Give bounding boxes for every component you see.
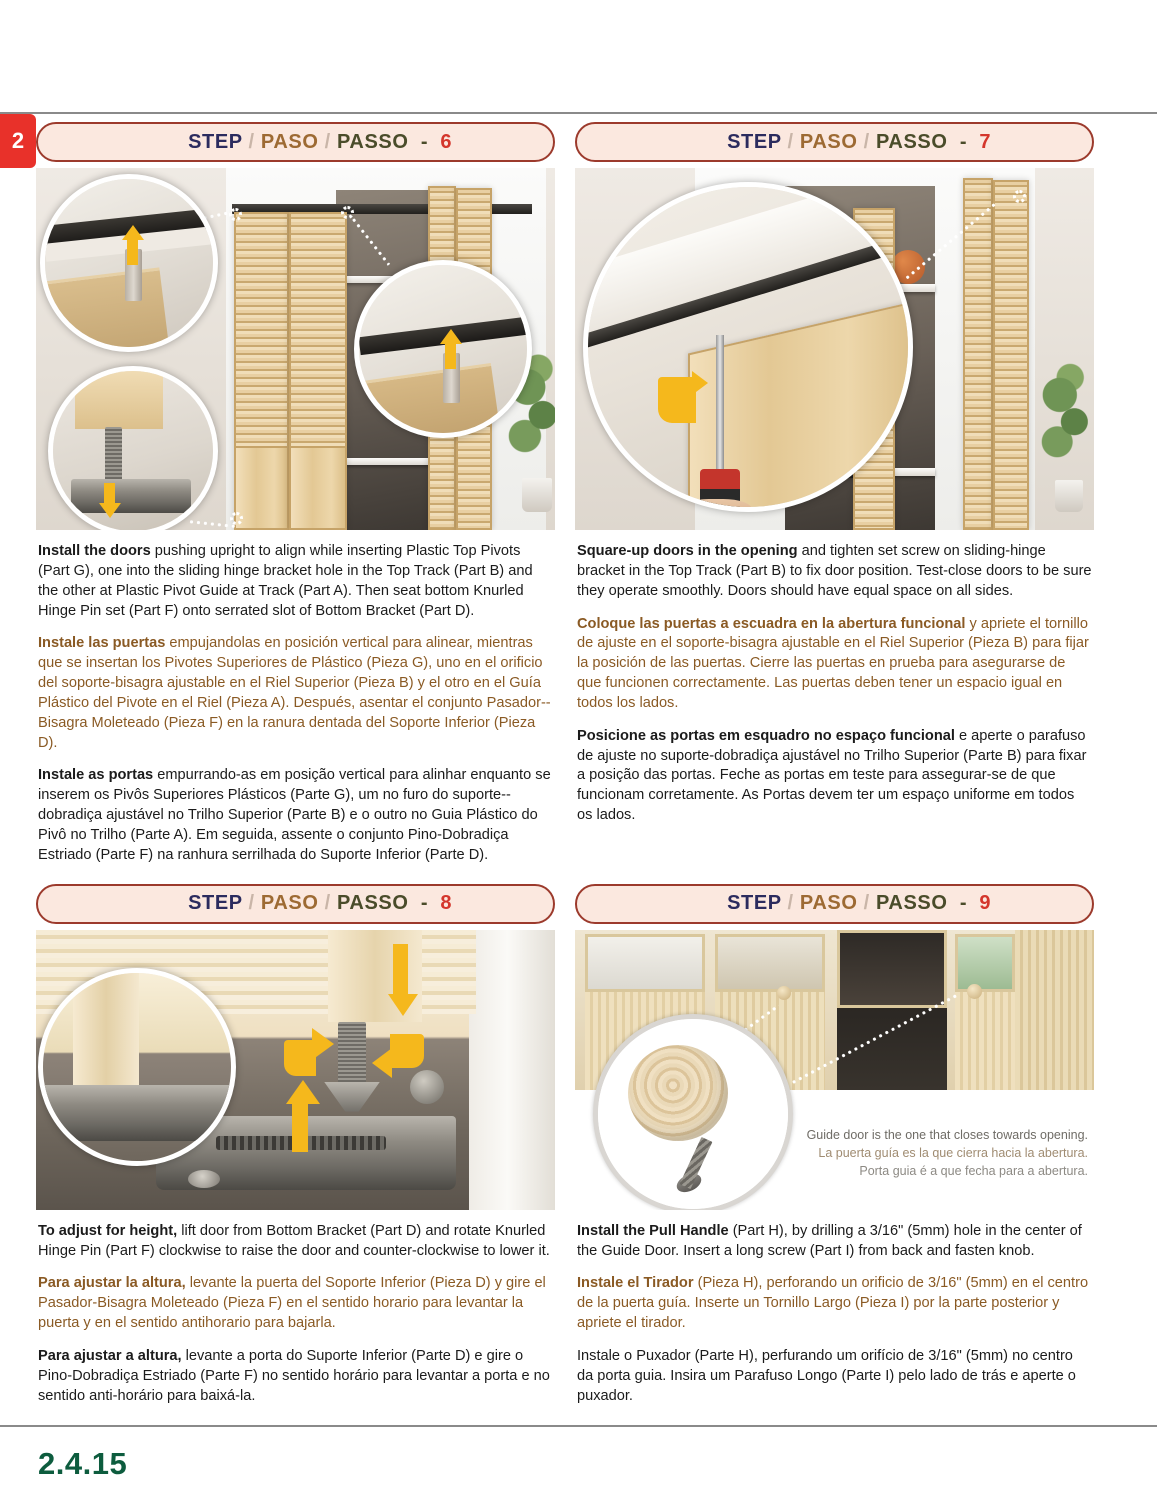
step-header-9 [575,884,1094,924]
leader-node-bottom [230,512,243,525]
step-6-body-pt: empurrando-as em posição vertical para alinhar enquanto se inserem os Pivôs Superiores Plásticos (Parte G), um no furo do suporte--dobradiça ajustável no Trilho Superior (Parte B) e o outro no Guia Plástico do Pivô no Trilho (Parte A). Em seguida, assente o conjunto Pino-Dobradiça Estriado (Parte F) na ranhura serrilhada do Suporte Inferior (Parte D). [38,767,551,863]
step-word-es: PASO [260,892,319,915]
bifold-door-folded-a [963,178,993,530]
callout-pull-handle-parts [593,1014,793,1210]
door-knob-right [967,984,982,999]
step-word-en: STEP [727,130,782,153]
step-word-pt: PASSO [336,130,409,153]
step-6-text-es [38,634,553,753]
arrow-up-lift-door-tail [292,1102,308,1152]
step-9-body-es: (Pieza H), perforando un orificio de 3/16" (5mm) en el centro de la puerta guía. Inserte un Tornillo Largo (Pieza I) por la parte posterior y apriete el tirador. [577,1275,1089,1332]
step-7-text [575,530,1094,826]
step-9-body-en: (Part H), by drilling a 3/16" (5mm) hole in the center of the Guide Door. Insert a long screw (Part I) from back and fasten knob. [577,1222,1082,1259]
step-word-en: STEP [188,892,243,915]
page-bottom-rule [0,1425,1157,1427]
step-word-en: STEP [727,892,782,915]
step-9-lead-es: Instale el Tirador [577,1275,694,1292]
step-dash: - [408,130,441,153]
step-word-es: PASO [799,130,858,153]
step-6-body-en: pushing upright to align while inserting Plastic Top Pivots (Part G), one into the sliding hinge bracket hole in the Top Track (Part B) and the other at Plastic Pivot Guide at Track (Part A). Then seat bottom Knurled Hinge Pin set (Part F) onto serrated slot of Bottom Bracket (Part D). [38,543,533,619]
step-panel-8 [36,884,555,1407]
step-8-text [36,1210,555,1407]
step-6-photo [36,168,555,530]
step-7-body-es: y apriete el tornillo de ajuste en el soporte-bisagra ajustable en el Riel Superior (Pieza B) para fijar la posición de las puertas. Cierre las puertas en prueba para asegurarse de que funcionen correctamente. Las puertas deben tener un espacio igual en todos los lados. [577,615,1089,711]
step-dash: - [947,892,980,915]
step-6-lead-es: Instale las puertas [38,635,166,652]
step-number: 9 [979,892,992,915]
step-sep-1: / [242,892,261,915]
step-sep-1: / [781,130,800,153]
step-7-text-pt [577,727,1092,826]
step-sep-2: / [318,130,337,153]
knurled-hinge-pin [105,427,122,481]
step-8-text-es [38,1274,553,1334]
step-8-text-pt [38,1347,553,1407]
step-7-photo [575,168,1094,530]
step-7-text-en [577,542,1092,602]
step-panel-7 [575,122,1094,866]
wooden-pull-knob [628,1045,728,1141]
arrow-down-seat-pin-tail [393,944,408,998]
arrow-rotate-clockwise-tail [284,1040,316,1076]
callout-bottom-hinge-pin [48,366,218,530]
step-sep-2: / [857,130,876,153]
step-9-text-es [577,1274,1092,1334]
step-header-8 [36,884,555,924]
callout-top-pivot-right [354,260,532,438]
step-header-6 [36,122,555,162]
step-7-lead-pt: Posicione as portas em esquadro no espaço funcional [577,727,955,744]
step-number: 8 [440,892,453,915]
step-sep-2: / [318,892,337,915]
step-word-pt: PASSO [875,892,948,915]
callout-door-seated-bracket [38,968,236,1166]
step-sep-1: / [242,130,261,153]
step-number: 6 [440,130,453,153]
bracket-screw-hole-left [188,1170,220,1188]
screwdriver-shaft [716,335,724,485]
bracket-screw-right [410,1070,444,1104]
step-9-text-pt [577,1347,1092,1407]
step-9-text-en [577,1222,1092,1262]
step-dash: - [408,892,441,915]
step-7-lead-en: Square-up doors in the opening [577,543,798,559]
step-sep-1: / [781,892,800,915]
step-6-text [36,530,555,866]
step-7-lead-es: Coloque las puertas a escuadra en la abertura funcional [577,615,966,632]
step-8-photo [36,930,555,1210]
arrow-rotate-counterclockwise-tail [390,1034,424,1068]
step-8-body-pt: levante a porta do Suporte Inferior (Parte D) e gire o Pino-Dobradiça Estriado (Parte F) no sentido horário para levantar a porta e no sentido anti-horário para baixá-la. [38,1347,550,1404]
callout-setscrew-magnifier [583,182,913,512]
step-8-lead-en: To adjust for height, [38,1222,178,1239]
steps-grid [36,122,1094,1406]
step-panel-6 [36,122,555,866]
step-6-text-pt [38,766,553,865]
step-sep-2: / [857,892,876,915]
plant-pot [1055,480,1083,512]
step-7-body-en: and tighten set screw on sliding-hinge bracket in the Top Track (Part B) to fix door position. Test-close doors to be sure they operate smoothly. Doors should have equal space on all sides. [577,543,1092,599]
bifold-door-folded-b [993,180,1029,530]
bottom-bracket-detail [38,1085,236,1141]
caption-pt: Porta guia é a que fecha para a abertura. [859,1163,1088,1178]
step-header-7 [575,122,1094,162]
step-8-lead-es: Para ajustar la altura, [38,1275,186,1292]
step-6-lead-pt: Instale as portas [38,767,154,784]
step-8-text-en [38,1222,553,1262]
callout-top-pivot-left [40,174,218,352]
bifold-door-right [289,212,347,530]
step-7-body-pt: e aperte o parafuso de ajuste no suporte-dobradiça ajustável no Trilho Superior (Parte B) para fixar a posição das portas. Feche as portas em teste para assegurar-se de que funcionam corretamente. As Portas devem ter um espaço uniforme em todos os lados. [577,727,1087,824]
page-number: 2.4.15 [38,1446,128,1481]
arrow-rotate-counterclockwise [372,1048,392,1078]
step-word-pt: PASSO [875,130,948,153]
step-6-lead-en: Install the doors [38,543,151,559]
arrow-up-pivot-1 [122,225,144,240]
step-word-pt: PASSO [336,892,409,915]
guide-door-caption [807,1126,1088,1180]
bottom-bracket-detail [71,479,191,513]
step-9-text [575,1210,1094,1407]
step-9-photo [575,930,1094,1210]
step-dash: - [947,130,980,153]
plant-pot [522,478,552,512]
arrow-up-lift-door [286,1080,320,1104]
bifold-door-left [234,212,289,530]
step-word-en: STEP [188,130,243,153]
step-number: 7 [979,130,992,153]
step-6-body-es: empujandolas en posición vertical para alinear, mientras que se insertan los Pivotes Superiores de Plástico (Pieza G), uno en el orificio del soporte-bisagra ajustable en el Riel Superior (Pieza B) y el otro en el Guía Plástico del Pivote en el Riel (Pieza A). Después, asentar el conjunto Pasador--Bisagra Moleteado (Pieza F) en la ranura dentada del Soporte Inferior (Pieza D). [38,635,551,751]
step-8-lead-pt: Para ajustar a altura, [38,1347,182,1364]
door-knob-left [777,986,791,1000]
step-9-body-pt: Instale o Puxador (Parte H), perfurando um orifício de 3/16" (5mm) no centro da porta guia. Insira um Parafuso Longo (Parte I) pelo lado de trás e aperte o puxador. [577,1347,1076,1404]
step-6-text-en [38,542,553,621]
house-plant [1039,348,1091,482]
step-panel-9 [575,884,1094,1407]
chapter-tab: 2 [0,114,36,168]
arrow-turn-tail [658,377,696,423]
step-9-lead-en: Install the Pull Handle [577,1222,729,1239]
step-word-es: PASO [799,892,858,915]
step-8-body-es: levante la puerta del Soporte Inferior (Pieza D) y gire el Pasador-Bisagra Moleteado (Pieza F) en el sentido horario para levantar la puerta y en el sentido antihorario para bajarla. [38,1275,546,1332]
arrow-up-pivot-2 [440,329,462,344]
step-7-text-es [577,615,1092,714]
leader-node-top [1013,190,1026,203]
step-word-es: PASO [260,130,319,153]
caption-en: Guide door is the one that closes towards opening. [806,1127,1088,1142]
step-8-body-en: lift door from Bottom Bracket (Part D) and rotate Knurled Hinge Pin (Part F) clockwise to raise the door and counter-clockwise to lower it. [38,1222,550,1259]
caption-es: La puerta guía es la que cierra hacia la abertura. [818,1145,1088,1160]
